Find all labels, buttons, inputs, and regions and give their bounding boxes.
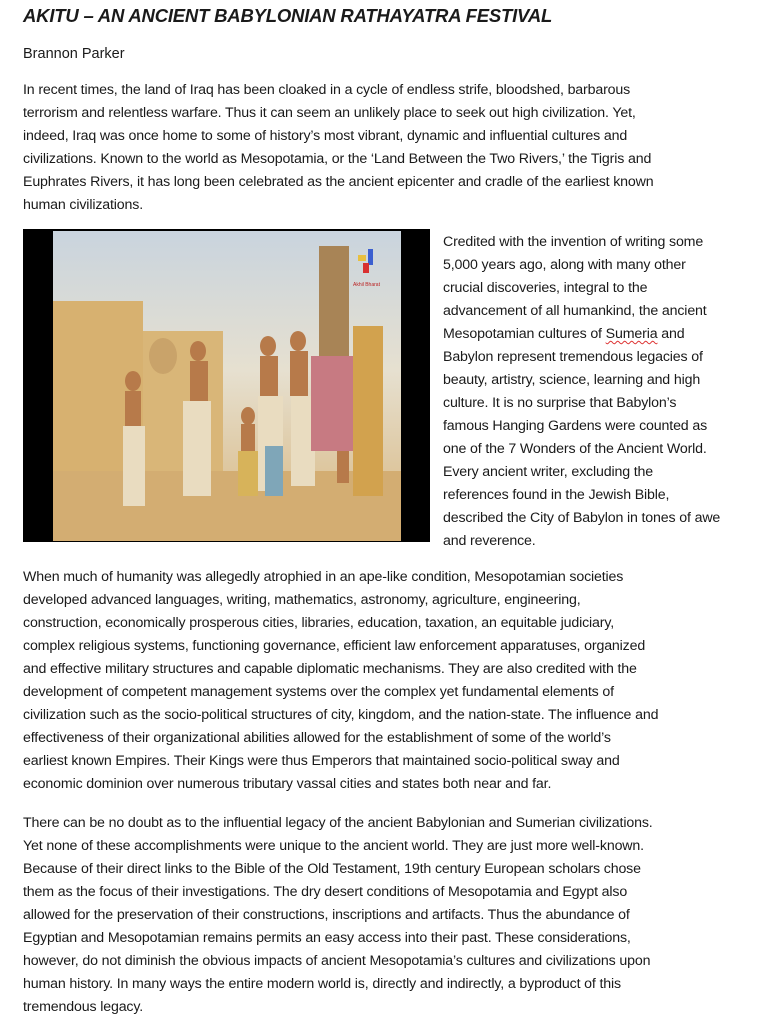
author-name: Brannon Parker [23, 46, 125, 62]
paragraph-legacy [23, 812, 653, 1019]
text-line: allowed for the preservation of their constructions, inscriptions and artifacts. Thus the abundance of [23, 907, 630, 923]
text-line: indeed, Iraq was once home to some of history’s most vibrant, dynamic and influential cultures and [23, 128, 628, 144]
text-line: Babylon represent tremendous legacies of [443, 349, 703, 365]
text-line: culture. It is no surprise that Babylon’s [443, 395, 677, 411]
text-line: Yet none of these accomplishments were unique to the ancient world. They are just more well-known. [23, 838, 644, 854]
text-line: Every ancient writer, excluding the [443, 464, 654, 480]
text-line: and reverence. [443, 533, 536, 549]
text-line: described the City of Babylon in tones of awe [443, 510, 721, 526]
text-line: Euphrates Rivers, it has long been celebrated as the ancient epicenter and cradle of the earliest known [23, 174, 654, 190]
text-line: developed advanced languages, writing, mathematics, astronomy, agriculture, engineering, [23, 592, 581, 608]
text-line: one of the 7 Wonders of the Ancient World. [443, 441, 707, 457]
paragraph-achievements [23, 566, 658, 796]
text-line: Egyptian and Mesopotamian remains permits an easy access into their past. These considerations, [23, 930, 631, 946]
text-line: advancement of all humankind, the ancient [443, 303, 707, 319]
text-line: Because of their direct links to the Bible of the Old Testament, 19th century European scholars chose [23, 861, 641, 877]
text-line: human history. In many ways the entire modern world is, directly and indirectly, a byproduct of this [23, 976, 621, 992]
text-line: beauty, artistry, science, learning and high [443, 372, 701, 388]
text-line: Mesopotamian cultures of Sumeria and [443, 326, 685, 342]
text-line: crucial discoveries, integral to the [443, 280, 648, 296]
text-line: earliest known Empires. Their Kings were thus Emperors that maintained socio-political sway and [23, 753, 620, 769]
spellcheck-mark: Sumeria [605, 326, 658, 342]
text-line: civilizations. Known to the world as Mesopotamia, or the ‘Land Between the Two Rivers,’ the Tigris and [23, 151, 652, 167]
watermark-logo: Akhil Bharat [353, 282, 380, 288]
text-line: human civilizations. [23, 197, 144, 213]
paragraph-intro [23, 79, 653, 217]
text-line: and effective military structures and capable diplomatic mechanisms. They are also credited with the [23, 661, 637, 677]
text-line: Credited with the invention of writing some [443, 234, 704, 250]
text-line: famous Hanging Gardens were counted as [443, 418, 708, 434]
text-line: references found in the Jewish Bible, [443, 487, 670, 503]
text-line: however, do not diminish the obvious impacts of ancient Mesopotamia’s cultures and civilizations upon [23, 953, 651, 969]
text-line: them as the focus of their investigations. The dry desert conditions of Mesopotamia and Egypt also [23, 884, 628, 900]
text-line: 5,000 years ago, along with many other [443, 257, 686, 273]
article-title: AKITU – AN ANCIENT BABYLONIAN RATHAYATRA FESTIVAL [23, 5, 553, 26]
text-line: tremendous legacy. [23, 999, 144, 1015]
text-line: civilization such as the socio-political structures of city, kingdom, and the nation-state. The influence and [23, 707, 659, 723]
text-line: There can be no doubt as to the influential legacy of the ancient Babylonian and Sumerian civilizations. [23, 815, 653, 831]
text-line: When much of humanity was allegedly atrophied in an ape-like condition, Mesopotamian societies [23, 569, 624, 585]
text-line: complex religious systems, functioning governance, efficient law enforcement apparatuses, organized [23, 638, 646, 654]
text-line: In recent times, the land of Iraq has been cloaked in a cycle of endless strife, bloodshed, barbarous [23, 82, 631, 98]
text-line: development of competent management systems over the complex yet fundamental elements of [23, 684, 614, 700]
text-line: economic dominion over numerous tributary vassal cities and states both near and far. [23, 776, 552, 792]
text-line: construction, economically prosperous cities, libraries, education, taxation, an equitable judiciary, [23, 615, 615, 631]
festival-procession-image [23, 229, 430, 542]
paragraph-sidebar [443, 231, 720, 553]
text-line: effectiveness of their organizational abilities allowed for the establishment of some of the world’s [23, 730, 611, 746]
text-line: terrorism and relentless warfare. Thus it can seem an unlikely place to seek out high civilization. Yet, [23, 105, 636, 121]
